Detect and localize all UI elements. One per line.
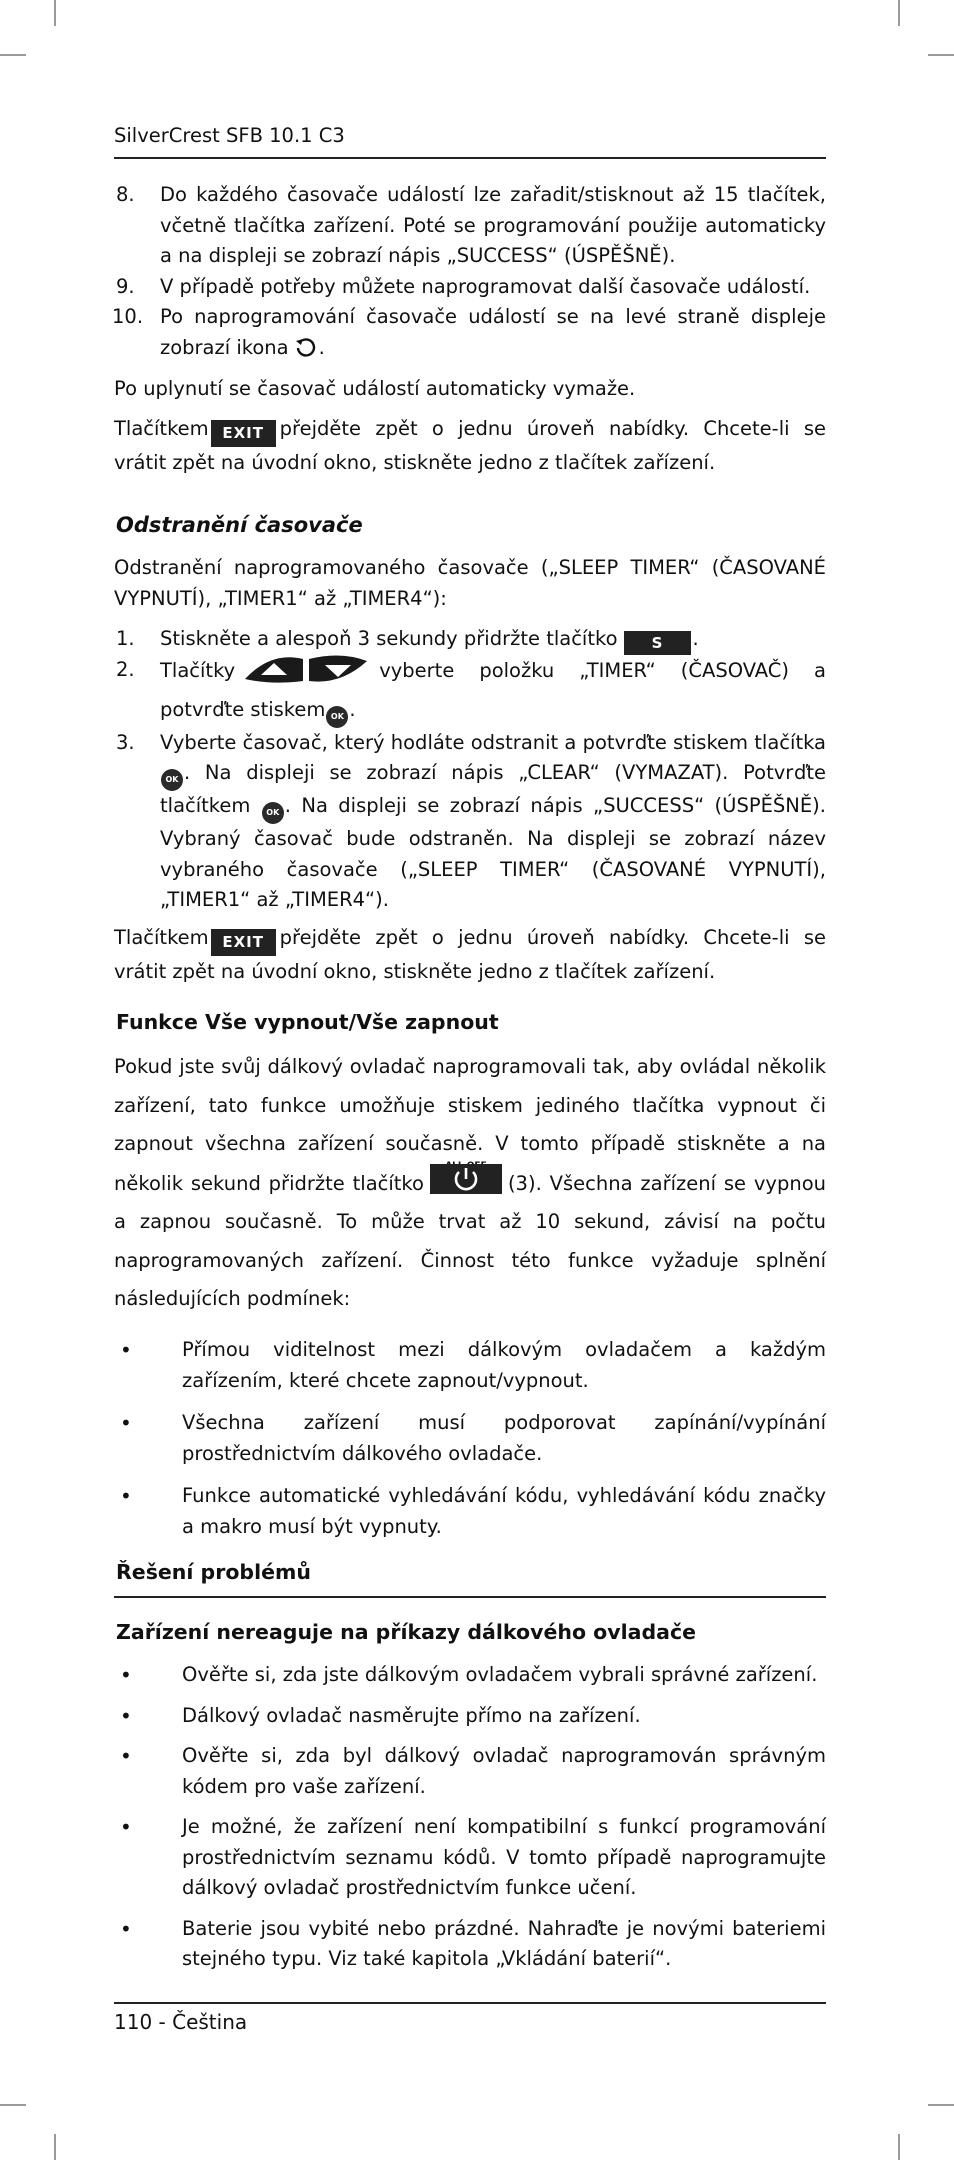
header-rule (114, 157, 826, 159)
list-item: • Funkce automatické vyhledávání kódu, vyhledávání kódu značky a makro musí být vypnuty. (120, 1484, 826, 1538)
timer-icon (293, 335, 319, 369)
list-item: • Je možné, že zařízení není kompatibilní s funkcí programování prostřednictvím seznamu kódů. V tomto případě naprogramujte dálkový ovladač prostřednictvím funkce učení. (120, 1815, 826, 1899)
crop-mark (898, 2134, 900, 2160)
step-text: Po naprogramování časovače událostí se na levé straně displeje zobrazí ikona (160, 305, 826, 359)
crop-mark (928, 2104, 954, 2106)
list-item: • Baterie jsou vybité nebo prázdné. Nahraďte je novými bateriemi stejného typu. Viz také kapitola „Vkládání baterií“. (120, 1916, 826, 1970)
troubleshooting-list (114, 1660, 826, 1975)
crop-mark (928, 54, 954, 56)
list-item: 2. Tlačítky vyberte položku „TIMER“ (ČASOVAČ) a potvrďte stiskem OK . (114, 655, 826, 728)
exit-instruction: Tlačítkem EXIT přejděte zpět o jednu úroveň nabídky. Chcete-li se vrátit zpět na úvodní okno, stiskněte jedno z tlačítek zařízení. (114, 417, 826, 474)
list-item: • Ověřte si, zda jste dálkovým ovladačem vybrali správné zařízení. (120, 1663, 818, 1687)
section-heading-troubleshooting: Řešení problémů (116, 1560, 311, 1584)
list-item: • Dálkový ovladač nasměrujte přímo na zařízení. (120, 1703, 641, 1728)
exit-instruction: Tlačítkem EXIT přejděte zpět o jednu úroveň nabídky. Chcete-li se vrátit zpět na úvodní okno, stiskněte jedno z tlačítek zařízení. (114, 926, 826, 983)
all-off-button-icon (430, 1164, 502, 1194)
footer-rule (114, 2002, 826, 2004)
exit-button-icon: EXIT (211, 420, 276, 447)
list-item: • Přímou viditelnost mezi dálkovým ovladačem a každým zařízením, které chcete zapnout/vypnout. (120, 1338, 826, 1392)
crop-mark (0, 54, 26, 56)
auto-delete-note: Po uplynutí se časovač událostí automaticky vymaže. (114, 377, 636, 400)
section-rule (114, 1596, 826, 1598)
list-item: 3. Vyberte časovač, který hodláte odstranit a potvrďte stiskem tlačítka OK . Na displeji se zobrazí nápis „CLEAR“ (VYMAZAT). Potvrďte tlačítkem OK . Na displeji se zobrazí nápis „SUCCESS“ (ÚSPĚŠNĚ). Vybraný časovač bude odstraněn. Na displeji se zobrazí název vybraného časovače („SLEEP TIMER“ (ČASOVANÉ VYPNUTÍ), „TIMER1“ až „TIMER4“). (116, 730, 826, 911)
page-header: SilverCrest SFB 10.1 C3 (114, 124, 345, 147)
all-off-description: Pokud jste svůj dálkový ovladač naprogramovali tak, aby ovládal několik zařízení, tato funkce umožňuje stiskem jediného tlačítka vypnout či zapnout všechna zařízení současně. V tomto případě stiskněte a na několik sekund přidržte tlačítko (3). Všechna zařízení se vypnou a zapnou současně. To může trvat až 10 sekund, závisí na počtu naprogramovaných zařízení. Činnost této funkce vyžaduje splnění následujících podmínek: (114, 1055, 826, 1310)
ok-button-icon: OK (326, 706, 348, 728)
crop-mark (0, 2104, 26, 2106)
crop-mark (54, 0, 56, 26)
exit-button-icon: EXIT (211, 929, 276, 956)
subheading-no-response: Zařízení nereaguje na příkazy dálkového ovladače (116, 1620, 697, 1644)
section-heading-all-off: Funkce Vše vypnout/Vše zapnout (116, 1010, 499, 1034)
list-item: 1. Stiskněte a alespoň 3 sekundy přidržte tlačítko S . (114, 624, 826, 655)
steps-list-remove-timer (114, 624, 826, 916)
ok-button-icon: OK (262, 802, 284, 824)
page-footer: 110 - Čeština (114, 2010, 248, 2034)
remove-timer-intro: Odstranění naprogramovaného časovače („SLEEP TIMER“ (ČASOVANÉ VYPNUTÍ), „TIMER1“ až „TIMER4“): (114, 556, 826, 610)
list-item: • Všechna zařízení musí podporovat zapínání/vypínání prostřednictvím dálkového ovladače. (120, 1411, 826, 1465)
crop-mark (898, 0, 900, 26)
crop-mark (54, 2134, 56, 2160)
list-item: • Ověřte si, zda byl dálkový ovladač naprogramován správným kódem pro vaše zařízení. (120, 1744, 826, 1798)
conditions-list (114, 1335, 826, 1542)
list-item: 10. Po naprogramování časovače událostí se na levé straně displeje zobrazí ikona . (114, 302, 826, 368)
up-down-arrows-icon (241, 655, 371, 695)
step-text: Do každého časovače událostí lze zařadit/stisknout až 15 tlačítek, včetně tlačítka zařízení. Poté se programování použije automaticky a na displeji se zobrazí nápis „SUCCESS“ (ÚSPĚŠNĚ). (160, 183, 826, 267)
step-text: V případě potřeby můžete naprogramovat další časovače událostí. (160, 274, 811, 298)
section-heading-remove-timer: Odstranění časovače (116, 513, 363, 537)
ok-button-icon: OK (161, 769, 183, 791)
list-item: 8. Do každého časovače událostí lze zařadit/stisknout až 15 tlačítek, včetně tlačítka zařízení. Poté se programování použije automaticky a na displeji se zobrazí nápis „SUCCESS“ (ÚSPĚŠNĚ). (116, 183, 826, 267)
steps-list-event-timer (114, 180, 826, 368)
s-button-icon: S (624, 631, 691, 655)
list-item: 9. V případě potřeby můžete naprogramovat další časovače událostí. (116, 274, 811, 298)
